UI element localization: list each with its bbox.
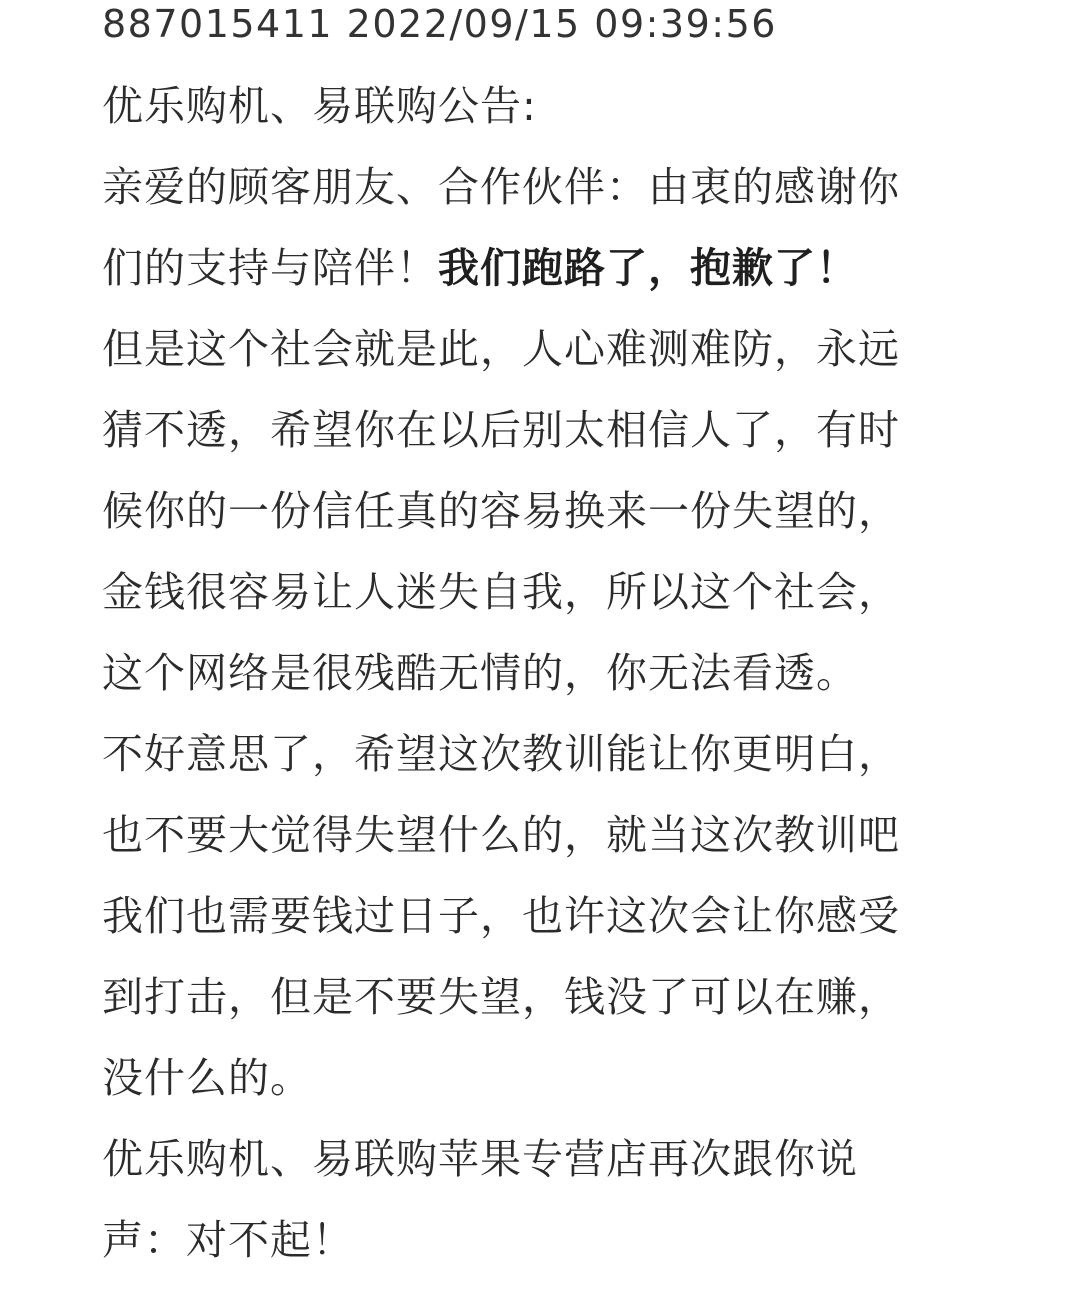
body-line-3: 但是这个社会就是此，人心难测难防，永远 <box>102 325 900 373</box>
body-line-4: 猜不透，希望你在以后别太相信人了，有时 <box>102 406 900 454</box>
body-line-8: 不好意思了，希望这次教训能让你更明白， <box>102 730 900 778</box>
header-id-timestamp: 887015411 2022/09/15 09:39:56 <box>102 2 777 46</box>
body-line-11: 到打击，但是不要失望，钱没了可以在赚， <box>102 973 900 1021</box>
body-line-7: 这个网络是很残酷无情的，你无法看透。 <box>102 649 858 697</box>
body-line-6: 金钱很容易让人迷失自我，所以这个社会， <box>102 568 900 616</box>
body-line-2-bold-text: 我们跑路了，抱歉了！ <box>438 244 858 292</box>
body-line-2-text: 们的支持与陪伴！ <box>102 244 438 292</box>
body-line-14: 声：对不起！ <box>102 1216 354 1264</box>
body-line-2 <box>102 244 858 292</box>
body-line-12: 没什么的。 <box>102 1054 312 1102</box>
body-line-5: 候你的一份信任真的容易换来一份失望的， <box>102 487 900 535</box>
body-line-1: 亲爱的顾客朋友、合作伙伴：由衷的感谢你 <box>102 163 900 211</box>
body-line-10: 我们也需要钱过日子，也许这次会让你感受 <box>102 892 900 940</box>
announcement-title: 优乐购机、易联购公告: <box>102 82 537 130</box>
body-line-9: 也不要大觉得失望什么的，就当这次教训吧 <box>102 811 900 859</box>
body-line-13: 优乐购机、易联购苹果专营店再次跟你说 <box>102 1135 858 1183</box>
